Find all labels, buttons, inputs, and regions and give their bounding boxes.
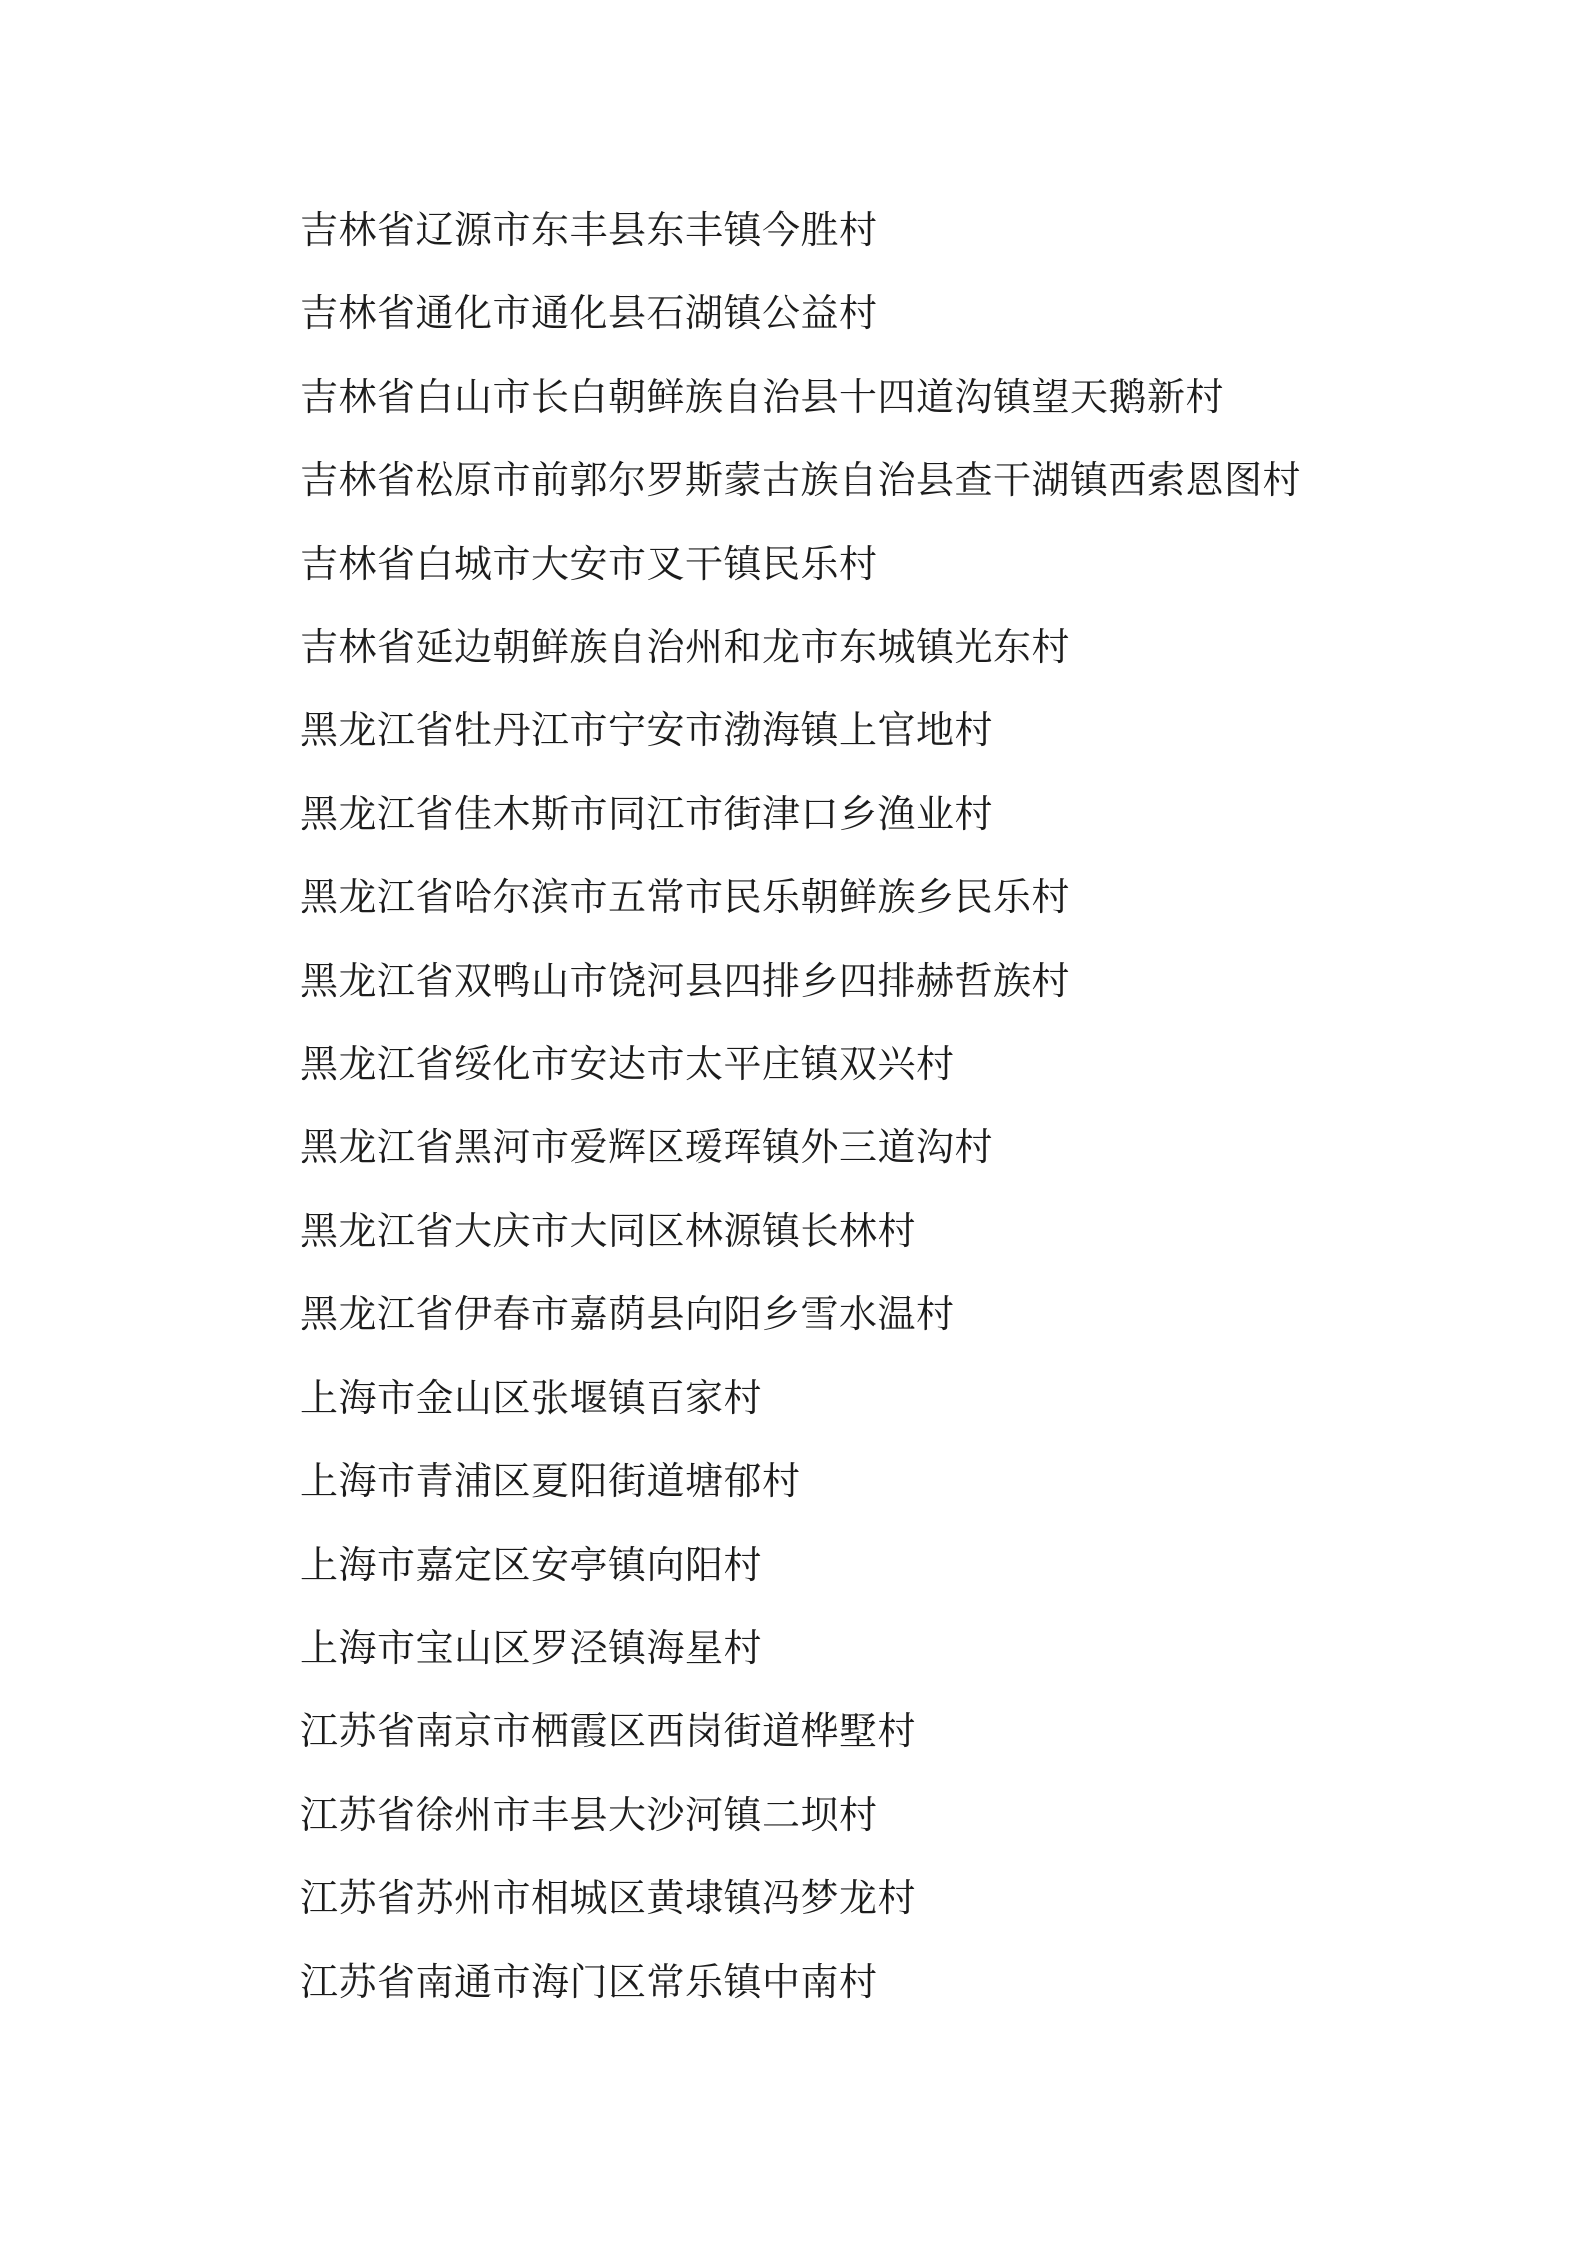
village-entry: 吉林省通化市通化县石湖镇公益村 <box>300 293 878 336</box>
village-entry: 黑龙江省伊春市嘉荫县向阳乡雪水温村 <box>300 1294 955 1337</box>
village-entry: 吉林省辽源市东丰县东丰镇今胜村 <box>300 210 878 252</box>
village-entry: 上海市宝山区罗泾镇海星村 <box>300 1627 763 1670</box>
village-entry: 黑龙江省双鸭山市饶河县四排乡四排赫哲族村 <box>300 960 1071 1003</box>
village-entry: 上海市青浦区夏阳街道塘郁村 <box>300 1461 801 1504</box>
village-entry: 上海市嘉定区安亭镇向阳村 <box>300 1544 763 1587</box>
village-entry: 吉林省白山市长白朝鲜族自治县十四道沟镇望天鹅新村 <box>300 376 1225 419</box>
village-entry: 黑龙江省黑河市爱辉区瑷珲镇外三道沟村 <box>300 1127 994 1170</box>
village-entry: 黑龙江省哈尔滨市五常市民乐朝鲜族乡民乐村 <box>300 877 1071 920</box>
village-entry: 江苏省南京市栖霞区西岗街道桦墅村 <box>300 1711 917 1754</box>
village-entry: 黑龙江省大庆市大同区林源镇长林村 <box>300 1210 917 1253</box>
village-entry: 黑龙江省佳木斯市同江市街津口乡渔业村 <box>300 793 994 836</box>
village-entry: 江苏省苏州市相城区黄埭镇冯梦龙村 <box>300 1878 917 1921</box>
village-entry: 上海市金山区张堰镇百家村 <box>300 1377 763 1420</box>
village-entry: 江苏省徐州市丰县大沙河镇二坝村 <box>300 1794 878 1837</box>
village-entry: 吉林省延边朝鲜族自治州和龙市东城镇光东村 <box>300 627 1071 670</box>
village-entry: 吉林省松原市前郭尔罗斯蒙古族自治县查干湖镇西索恩图村 <box>300 460 1302 503</box>
village-list <box>300 190 1301 2025</box>
village-entry: 江苏省南通市海门区常乐镇中南村 <box>300 1961 878 2004</box>
village-entry: 黑龙江省绥化市安达市太平庄镇双兴村 <box>300 1044 955 1087</box>
village-entry: 吉林省白城市大安市叉干镇民乐村 <box>300 543 878 586</box>
village-entry: 黑龙江省牡丹江市宁安市渤海镇上官地村 <box>300 710 994 753</box>
